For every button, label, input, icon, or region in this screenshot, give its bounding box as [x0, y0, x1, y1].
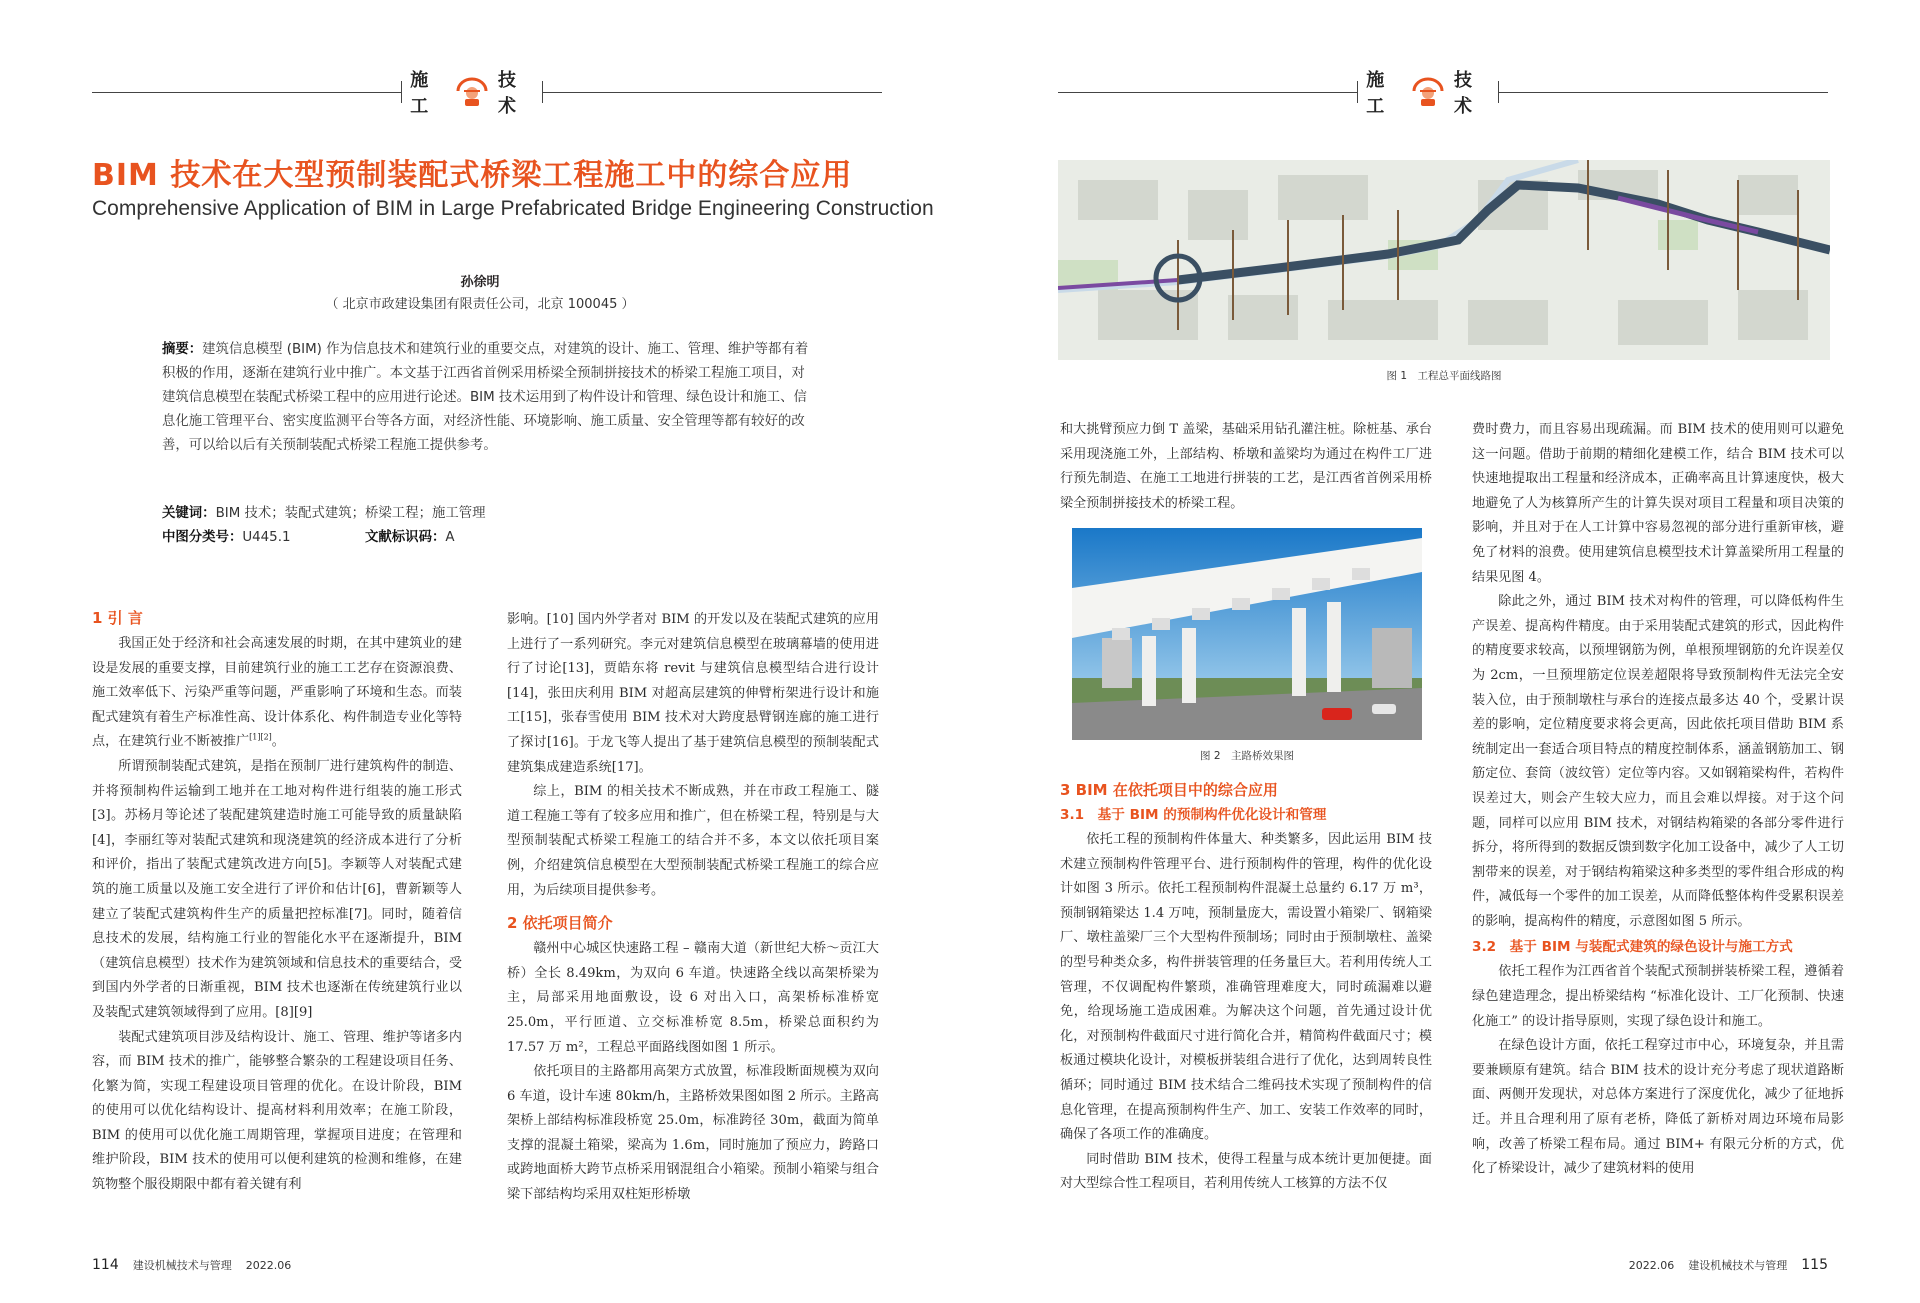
- worker-helmet-icon: [454, 77, 490, 107]
- paragraph: 除此之外，通过 BIM 技术对构件的管理，可以降低构件生产误差、提高构件精度。由于采用装配式建筑的形式，因此构件的精度要求较高，以预埋钢筋为例，单根预埋钢筋的允许误差仅为 2cm，一旦预埋筋定位误差超限将导致预制构件无法完全安装入位，由于预制墩柱与承台的连接点最多达 40 个，受累计误差的影响，定位精度要求将会更高，因此依托项目借助 BIM 系统制定出一套适合项目特点的精度控制体系，涵盖钢筋加工、钢筋定位、套筒（波纹管）定位等内容。又如钢箱梁构件，若构件误差过大，则会产生较大应力，而且会难以焊接。对于这个问题，同样可以应用 BIM 技术，对钢结构箱梁的各部分零件进行拆分，将所得到的数据反馈到数字化加工设备中，减少了人工切割带来的误差，对于钢结构箱梁这种多类型的零件组合形成的构件，减低每一个零件的加工误差，从而降低整体构件受累积误差的影响，提高构件的精度，示意图如图 5 所示。: [1472, 594, 1844, 929]
- section-3-1-heading: 3.1 基于 BIM 的预制构件优化设计和管理: [1060, 807, 1327, 823]
- doc-code-label: 文献标识码：: [365, 530, 446, 545]
- header-label-right: 技术: [1454, 70, 1473, 117]
- footer-left: [92, 1257, 291, 1273]
- page-number: 114: [92, 1257, 119, 1273]
- header-label-right: 技术: [498, 70, 517, 117]
- abstract-text: 建筑信息模型 (BIM) 作为信息技术和建筑行业的重要交点，对建筑的设计、施工、管理、维护等都有着积极的作用，逐渐在建筑行业中推广。本文基于江西省首例采用桥梁全预制拼接技术的桥梁工程施工项目，对建筑信息模型在装配式桥梁工程中的应用进行论述。BIM 技术运用到了构件设计和管理、绿色设计和施工、信息化施工管理平台、密实度监测平台等各方面，对经济性能、环境影响、施工质量、安全管理等都有较好的改善，可以给以后有关预制装配式桥梁工程施工提供参考。: [162, 342, 809, 453]
- header-right: [1058, 70, 1828, 117]
- keywords-text: BIM 技术；装配式建筑；桥梁工程；施工管理: [215, 506, 486, 521]
- right-column-2: [1472, 418, 1844, 1182]
- title-zh: BIM 技术在大型预制装配式桥梁工程施工中的综合应用: [92, 158, 853, 193]
- classification-row: [162, 526, 812, 550]
- keywords-label: 关键词：: [162, 506, 216, 521]
- title-en: Comprehensive Application of BIM in Large Prefabricated Bridge Engineering Construction: [92, 197, 934, 220]
- figure-2-caption: 图 2 主路桥效果图: [1199, 750, 1295, 762]
- worker-helmet-icon: [1410, 77, 1446, 107]
- right-column-1: [1060, 418, 1432, 516]
- paragraph: 同时借助 BIM 技术，使得工程量与成本统计更加便捷。面对大型综合性工程项目，若利用传统人工核算的方法不仅: [1060, 1151, 1432, 1192]
- journal-name: 建设机械技术与管理: [1688, 1259, 1788, 1272]
- classification-label: 中图分类号：: [162, 530, 243, 545]
- keywords: [162, 502, 812, 526]
- paragraph: 所谓预制装配式建筑，是指在预制厂进行建筑构件的制造、并将预制构件运输到工地并在工地对构件进行组装的施工形式[3]。苏杨月等论述了装配建筑建造时施工可能导致的质量缺陷[4]，李丽红等对装配式建筑和现浇建筑的经济成本进行了分析和评价，指出了装配式建筑改进方向[5]。李颖等人对装配式建筑的施工质量以及施工安全进行了评价和估计[6]，曹新颖等人建立了装配式建筑构件生产的质量把控标准[7]。同时，随着信息技术的发展，结构施工行业的智能化水平在逐渐提升，BIM（建筑信息模型）技术作为建筑领域和信息技术的重要结合，受到国内外学者的日渐重视，BIM 技术也逐渐在传统建筑行业以及装配式建筑领域得到了应用。[8][9]: [92, 758, 462, 1020]
- figure-2-bridge-render: [1072, 528, 1422, 740]
- section-1-heading: 1 引 言: [92, 609, 143, 627]
- header-left: [92, 70, 882, 117]
- journal-name: 建设机械技术与管理: [132, 1259, 232, 1272]
- doc-code-value: A: [445, 530, 455, 545]
- classification-value: U445.1: [242, 530, 291, 545]
- paragraph: 影响。[10] 国内外学者对 BIM 的开发以及在装配式建筑的应用上进行了一系列研究。李元对建筑信息模型在玻璃幕墙的使用进行了讨论[13]，贾皓东将 revit 与建筑信息模型结合进行设计[14]，张田庆利用 BIM 对超高层建筑的伸臂桁架进行设计和施工[15]，张春雪使用 BIM 技术对大跨度悬臂钢连廊的施工进行了探讨[16]。于龙飞等人提出了基于建筑信息模型的预制装配式建筑集成建造系统[17]。: [507, 612, 879, 775]
- paragraph: 依托工程的预制构件体量大、种类繁多，因此运用 BIM 技术建立预制构件管理平台、进行预制构件的管理，构件的优化设计如图 3 所示。依托工程预制构件混凝土总量约 6.17 万 m³，预制钢箱梁达 1.4 万吨，预制量庞大，需设置小箱梁厂、钢箱梁厂、墩柱盖梁厂三个大型构件预制场；同时由于预制墩柱、盖梁的型号种类众多，构件拼装管理的任务量巨大。若利用传统人工管理，不仅调配构件繁琐，准确管理难度大，同时疏漏难以避免，给现场施工造成困难。为解决这个问题，首先通过设计优化，对预制构件截面尺寸进行简化合并，精简构件截面尺寸；模板通过模块化设计，对模板拼装组合进行了优化，达到周转良性循环；同时通过 BIM 技术结合二维码技术实现了预制构件的信息化管理，在提高预制构件生产、加工、安装工作效率的同时，确保了各项工作的准确度。: [1060, 832, 1432, 1143]
- abstract-label: 摘要：: [162, 342, 203, 357]
- figure-1-caption: 图 1 工程总平面线路图: [1386, 370, 1502, 382]
- footer-right: [1629, 1257, 1828, 1273]
- issue: 2022.06: [245, 1258, 292, 1272]
- abstract: [162, 338, 812, 458]
- paragraph: 装配式建筑项目涉及结构设计、施工、管理、维护等诸多内容，而 BIM 技术的推广，能够整合繁杂的工程建设项目任务、化繁为简，实现工程建设项目管理的优化。在设计阶段，BIM 的使用可以优化结构设计、提高材料利用效率；在施工阶段，BIM 的使用可以优化施工周期管理，掌握项目进度；在管理和维护阶段，BIM 技术的使用可以便利建筑的检测和维修，在建筑物整个服役期限中都有着关键有利: [92, 1029, 462, 1193]
- issue: 2022.06: [1628, 1258, 1675, 1272]
- right-column-1b: [1060, 778, 1432, 1197]
- paragraph: 依托项目的主路都用高架方式放置，标准段断面规模为双向 6 车道，设计车速 80km/h，主路桥效果图如图 2 所示。主路高架桥上部结构标准段桥宽 25.0m，标准跨径 30m，截面为简单支撑的混凝土箱梁，梁高为 1.6m，同时施加了预应力，跨路口或跨地面桥大跨节点桥采用钢混组合小箱梁。预制小箱梁与组合梁下部结构均采用双柱矩形桥墩: [507, 1064, 879, 1203]
- page-number: 115: [1801, 1257, 1828, 1273]
- section-2-heading: 2 依托项目简介: [507, 914, 613, 933]
- paragraph: 赣州中心城区快速路工程 – 赣南大道（新世纪大桥～贡江大桥）全长 8.49km，为双向 6 车道。快速路全线以高架桥梁为主，局部采用地面敷设，设 6 对出入口，高架桥标准桥宽 25.0m，平行匝道、立交标准桥宽 8.5m，桥梁总面积约为 17.57 万 m²，工程总平面路线图如图 1 所示。: [507, 941, 879, 1055]
- paragraph: 我国正处于经济和社会高速发展的时期，在其中建筑业的建设是发展的重要支撑，目前建筑行业的施工工艺存在资源浪费、施工效率低下、污染严重等问题，严重影响了环境和生态。而装配式建筑有着生产标准性高、设计体系化、构件制造专业化等特点，在建筑行业不断被推广[1][2]。: [92, 636, 462, 750]
- author: 孙徐明: [460, 275, 500, 290]
- paragraph: 依托工程作为江西省首个装配式预制拼装桥梁工程，遵循着绿色建造理念，提出桥梁结构 “标准化设计、工厂化预制、快速化施工” 的设计指导原则，实现了绿色设计和施工。: [1472, 964, 1844, 1029]
- paragraph: 综上，BIM 的相关技术不断成熟，并在市政工程施工、隧道工程施工等有了较多应用和推广，但在桥梁工程，特别是与大型预制装配式桥梁工程施工的结合并不多，本文以依托项目案例，介绍建筑信息模型在大型预制装配式桥梁工程施工的综合应用，为后续项目提供参考。: [507, 784, 879, 898]
- figure-1-route-map: [1058, 160, 1830, 360]
- section-3-heading: 3 BIM 在依托项目中的综合应用: [1060, 781, 1278, 799]
- section-3-2-heading: 3.2 基于 BIM 与装配式建筑的绿色设计与施工方式: [1472, 939, 1793, 956]
- paragraph: 在绿色设计方面，依托工程穿过市中心，环境复杂，并且需要兼顾原有建筑。结合 BIM 技术的设计充分考虑了现状道路断面、两侧开发现状，对总体方案进行了深度优化，减少了征地拆迁。并且合理利用了原有老桥，降低了新桥对周边环境布局影响，改善了桥梁工程布局。通过 BIM+ 有限元分析的方式，优化了桥梁设计，减少了建筑材料的使用: [1472, 1038, 1844, 1177]
- header-label-left: 施工: [1366, 70, 1385, 117]
- affiliation: （ 北京市政建设集团有限责任公司，北京 100045 ）: [325, 297, 635, 312]
- left-column-2: [507, 608, 879, 1208]
- right-page: [960, 0, 1920, 1303]
- paragraph: 费时费力，而且容易出现疏漏。而 BIM 技术的使用则可以避免这一问题。借助于前期的精细化建模工作，结合 BIM 技术可以快速地提取出工程量和经济成本，正确率高且计算速度快，极大地避免了人为核算所产生的计算失误对项目工程量和项目决策的影响，并且对于在人工计算中容易忽视的部分进行重新审核，避免了材料的浪费。使用建筑信息模型技术计算盖梁所用工程量的结果见图 4。: [1472, 422, 1844, 585]
- left-column-1: [92, 604, 462, 1198]
- header-label-left: 施工: [410, 70, 429, 117]
- paragraph: 和大挑臂预应力倒 T 盖梁，基础采用钻孔灌注桩。除桩基、承台采用现浇施工外，上部结构、桥墩和盖梁均为通过在构件工厂进行预先制造、在施工工地进行拼装的工艺，是江西省首例采用桥梁全预制拼接技术的桥梁工程。: [1060, 422, 1432, 511]
